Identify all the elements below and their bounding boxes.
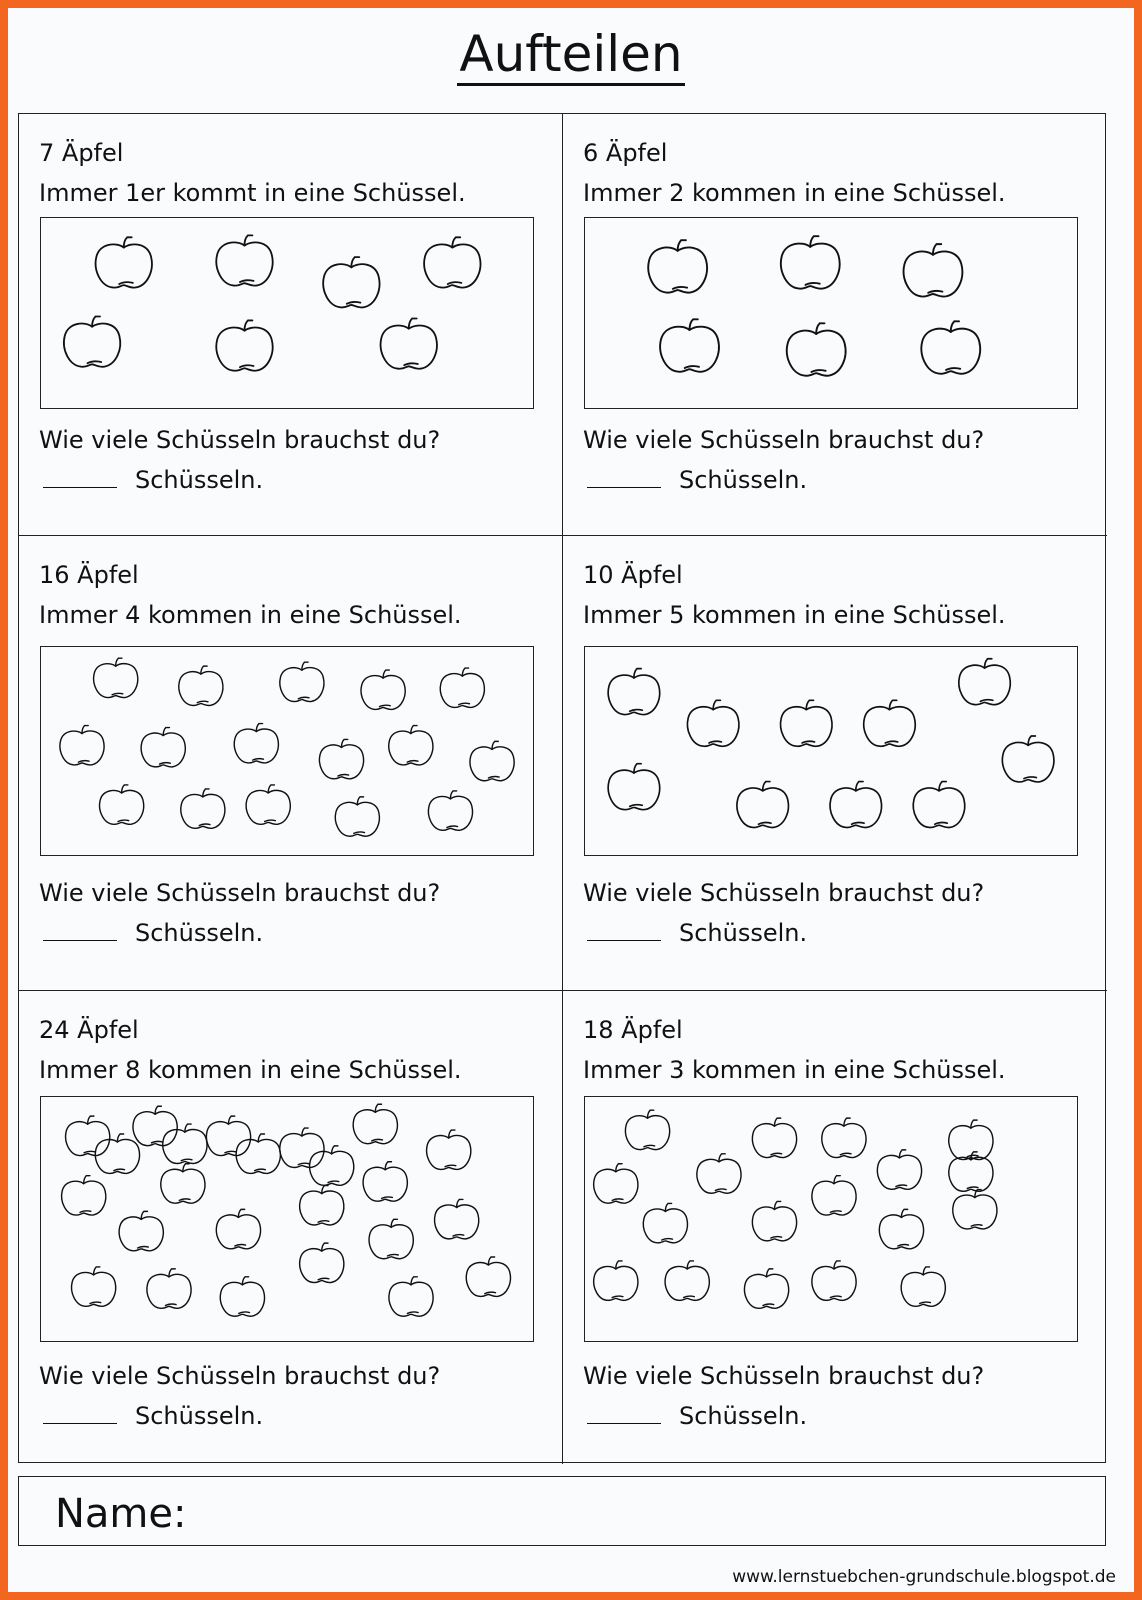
apple-icon (781, 236, 840, 288)
apple-box-canvas (585, 1097, 1077, 1341)
apple-icon (206, 1116, 250, 1155)
apple-icon (62, 1176, 106, 1215)
apple-icon (864, 700, 915, 746)
grouping-rule: Immer 2 kommen in eine Schüssel. (583, 179, 1006, 207)
apple-icon (361, 670, 405, 709)
apple-icon (594, 1261, 638, 1300)
apple-icon (234, 724, 278, 763)
page-title: Aufteilen (8, 22, 1134, 86)
answer-unit: Schüsseln. (679, 466, 808, 494)
apple-box-canvas (585, 647, 1077, 855)
apple-icon (949, 1152, 993, 1191)
apple-box (40, 646, 534, 856)
apple-icon (877, 1150, 921, 1189)
apple-icon (440, 668, 484, 707)
apple-icon (161, 1164, 205, 1203)
task-card (563, 991, 1107, 1464)
question-text: Wie viele Schüsseln brauchst du? (39, 426, 441, 454)
task-grid (18, 113, 1106, 1463)
apple-icon (904, 244, 963, 296)
apple-icon (737, 782, 788, 828)
task-card (19, 991, 563, 1464)
apple-icon (141, 728, 185, 767)
apple-icon (879, 1209, 923, 1248)
apple-count: 7 Äpfel (39, 139, 124, 167)
apple-icon (625, 1110, 669, 1149)
task-card (563, 536, 1107, 991)
apple-icon (435, 1199, 479, 1238)
apple-icon (608, 764, 659, 810)
apple-icon (424, 237, 480, 287)
apple-icon (179, 666, 223, 705)
apple-icon (752, 1201, 796, 1240)
apple-icon (216, 1209, 260, 1248)
answer-unit: Schüsseln. (679, 1402, 808, 1430)
answer-line (587, 1399, 807, 1433)
apple-icon (953, 1190, 997, 1229)
apple-icon (220, 1277, 264, 1316)
apple-icon (94, 658, 138, 697)
apple-icon (787, 323, 846, 375)
apple-icon (470, 741, 514, 780)
apple-icon (665, 1261, 709, 1300)
apple-icon (381, 318, 437, 368)
answer-unit: Schüsseln. (135, 919, 264, 947)
apple-box (40, 217, 534, 409)
apple-icon (643, 1203, 687, 1242)
apple-icon (594, 1164, 638, 1203)
apple-icon (660, 319, 719, 371)
answer-blank[interactable] (43, 918, 117, 941)
apple-icon (119, 1211, 163, 1250)
apple-icon (369, 1219, 413, 1258)
apple-icon (389, 726, 433, 765)
apple-icon (60, 726, 104, 765)
apple-icon (812, 1176, 856, 1215)
apple-icon (300, 1243, 344, 1282)
apple-icon (66, 1116, 110, 1155)
apple-icon (466, 1257, 510, 1296)
task-card (563, 114, 1107, 536)
apple-icon (901, 1267, 945, 1306)
question-text: Wie viele Schüsseln brauchst du? (39, 1362, 441, 1390)
apple-icon (687, 700, 738, 746)
apple-icon (216, 320, 272, 370)
apple-icon (323, 257, 379, 307)
question-text: Wie viele Schüsseln brauchst du? (583, 1362, 985, 1390)
apple-box (584, 1096, 1078, 1342)
name-label: Name: (55, 1491, 187, 1537)
grouping-rule: Immer 1er kommt in eine Schüssel. (39, 179, 466, 207)
apple-icon (319, 739, 363, 778)
task-card (19, 114, 563, 536)
name-field[interactable] (18, 1476, 1106, 1546)
answer-blank[interactable] (43, 1401, 117, 1424)
apple-icon (921, 321, 980, 373)
apple-icon (648, 240, 707, 292)
question-text: Wie viele Schüsseln brauchst du? (39, 879, 441, 907)
apple-icon (744, 1269, 788, 1308)
apple-icon (96, 237, 152, 287)
apple-box (584, 646, 1078, 856)
apple-count: 24 Äpfel (39, 1016, 139, 1044)
answer-unit: Schüsseln. (679, 919, 808, 947)
apple-icon (216, 235, 272, 285)
apple-box-canvas (41, 647, 533, 855)
answer-line (587, 916, 807, 950)
apple-box (40, 1096, 534, 1342)
apple-icon (781, 700, 832, 746)
answer-blank[interactable] (587, 465, 661, 488)
apple-box (584, 217, 1078, 409)
apple-icon (72, 1267, 116, 1306)
apple-icon (428, 791, 472, 830)
grouping-rule: Immer 3 kommen in eine Schüssel. (583, 1056, 1006, 1084)
apple-icon (280, 1128, 324, 1167)
apple-icon (280, 662, 324, 701)
apple-count: 6 Äpfel (583, 139, 668, 167)
apple-icon (913, 782, 964, 828)
answer-unit: Schüsseln. (135, 466, 264, 494)
answer-line (587, 463, 807, 497)
answer-line (43, 916, 263, 950)
apple-icon (300, 1186, 344, 1225)
apple-icon (147, 1269, 191, 1308)
answer-unit: Schüsseln. (135, 1402, 264, 1430)
apple-icon (812, 1261, 856, 1300)
apple-icon (64, 317, 120, 367)
grouping-rule: Immer 4 kommen in eine Schüssel. (39, 601, 462, 629)
apple-icon (181, 789, 225, 828)
answer-line (43, 463, 263, 497)
apple-box-canvas (41, 218, 533, 408)
apple-icon (353, 1104, 397, 1143)
apple-icon (697, 1154, 741, 1193)
task-card (19, 536, 563, 991)
apple-icon (752, 1118, 796, 1157)
apple-icon (830, 782, 881, 828)
apple-count: 16 Äpfel (39, 561, 139, 589)
grouping-rule: Immer 8 kommen in eine Schüssel. (39, 1056, 462, 1084)
footer-url: www.lernstuebchen-grundschule.blogspot.de (732, 1567, 1116, 1587)
apple-icon (100, 785, 144, 824)
apple-icon (608, 669, 659, 715)
apple-icon (822, 1118, 866, 1157)
apple-box-canvas (585, 218, 1077, 408)
apple-icon (246, 785, 290, 824)
apple-icon (1002, 736, 1053, 782)
apple-box-canvas (41, 1097, 533, 1341)
answer-blank[interactable] (587, 1401, 661, 1424)
apple-icon (959, 659, 1010, 705)
grouping-rule: Immer 5 kommen in eine Schüssel. (583, 601, 1006, 629)
apple-icon (949, 1120, 993, 1159)
apple-count: 10 Äpfel (583, 561, 683, 589)
answer-line (43, 1399, 263, 1433)
answer-blank[interactable] (43, 465, 117, 488)
question-text: Wie viele Schüsseln brauchst du? (583, 426, 985, 454)
apple-icon (133, 1106, 177, 1145)
apple-icon (427, 1130, 471, 1169)
apple-count: 18 Äpfel (583, 1016, 683, 1044)
apple-icon (389, 1277, 433, 1316)
question-text: Wie viele Schüsseln brauchst du? (583, 879, 985, 907)
answer-blank[interactable] (587, 918, 661, 941)
apple-icon (335, 797, 379, 836)
apple-icon (363, 1162, 407, 1201)
